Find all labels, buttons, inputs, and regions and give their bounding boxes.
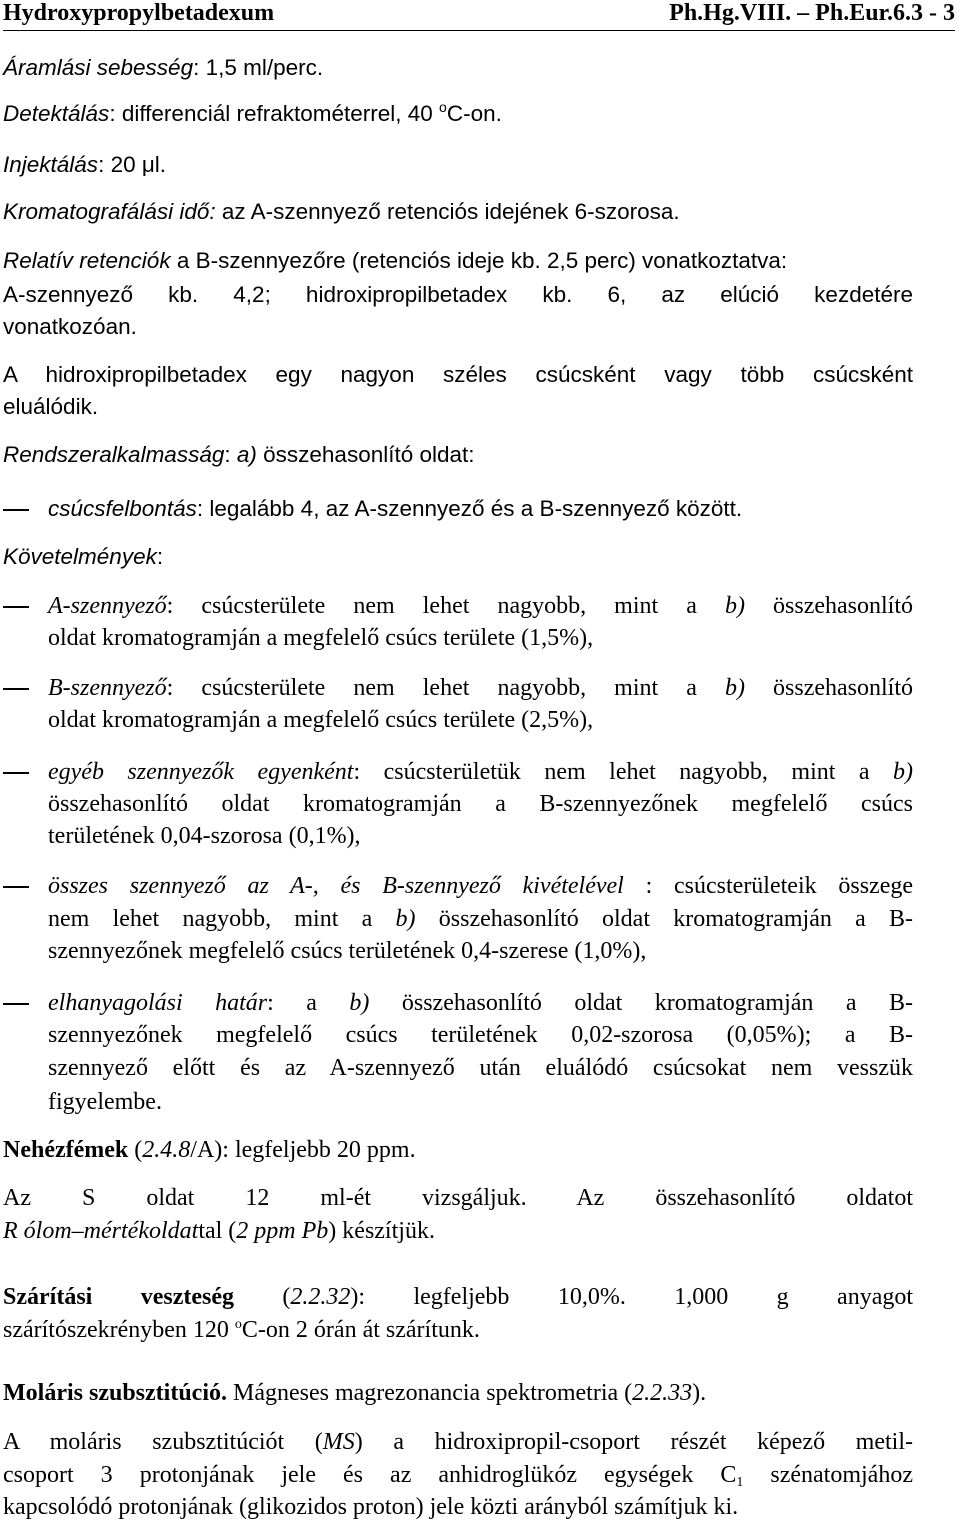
heavy-metals-text-end: ) készítjük. xyxy=(328,1218,435,1244)
disregard-limit-line-3: szennyező előtt és az A-szennyező után eluálódó csúcsokat nem vesszük xyxy=(48,1055,913,1081)
requirements-heading xyxy=(3,541,163,573)
heavy-metals-title: Nehézfémek xyxy=(3,1137,129,1163)
loss-on-drying-line-2 xyxy=(3,1314,480,1346)
molar-substitution-text: A moláris szubsztitúciót ( xyxy=(3,1429,323,1455)
detection-line xyxy=(3,98,502,130)
flow-rate-label: Áramlási sebesség xyxy=(3,55,194,80)
impurity-b-text-end: összehasonlító xyxy=(744,675,913,701)
run-time-line xyxy=(3,196,680,228)
solution-ref-b: b) xyxy=(395,906,416,932)
solution-ref-a: a) xyxy=(236,442,257,467)
molar-substitution-method: Mágneses magrezonancia spektrometria ( xyxy=(226,1380,633,1406)
impurity-b-label: B-szennyező xyxy=(48,675,167,701)
detection-label: Detektálás xyxy=(3,101,110,126)
other-impurities-label: egyéb szennyezők egyenként xyxy=(48,759,354,785)
relative-retention-line-1 xyxy=(3,245,787,277)
loss-on-drying-text-3: C-on 2 órán át szárítunk. xyxy=(241,1317,480,1343)
dash-bullet xyxy=(3,1003,29,1005)
impurity-b-line-2: oldat kromatogramján a megfelelő csúcs területe (2,5%), xyxy=(48,707,594,733)
detection-unit: C-on. xyxy=(446,101,502,126)
system-suitability-sep: : xyxy=(224,442,237,467)
heavy-metals-line-1 xyxy=(3,1134,416,1166)
solution-ref-b: b) xyxy=(893,759,913,785)
injection-value: : 20 μl. xyxy=(98,152,167,177)
heavy-metals-limit: /A): legfeljebb 20 ppm. xyxy=(190,1137,416,1163)
molar-substitution-text-2: ) a hidroxipropil-csoport részét képező metil- xyxy=(354,1429,913,1455)
ms-abbreviation: MS xyxy=(322,1429,355,1455)
elution-note-line-1: A hidroxipropilbetadex egy nagyon széles csúcsként vagy több csúcsként xyxy=(3,362,913,387)
dash-bullet xyxy=(3,606,29,608)
running-header xyxy=(3,0,955,31)
molar-substitution-line-1 xyxy=(3,1377,706,1409)
requirements-colon: : xyxy=(156,544,164,569)
lead-concentration: 2 ppm Pb xyxy=(236,1218,329,1244)
resolution-item xyxy=(48,493,742,525)
other-impurities-line-2: összehasonlító oldat kromatogramján a B-szennyezőnek megfelelő csúcs xyxy=(48,791,913,817)
total-impurities-line-3: szennyezőnek megfelelő csúcs területének 0,4-szerese (1,0%), xyxy=(48,938,647,964)
degree-superscript: o xyxy=(234,1317,242,1332)
heavy-metals-text: tal ( xyxy=(198,1218,237,1244)
relative-retention-line-2: A-szennyező kb. 4,2; hidroxipropilbetadex kb. 6, az elúció kezdetére xyxy=(3,282,913,307)
total-impurities-label: összes szennyező az A-, és B-szennyező kivételével xyxy=(48,873,624,899)
dash-bullet xyxy=(3,772,29,774)
impurity-a-line-2: oldat kromatogramján a megfelelő csúcs területe (1,5%), xyxy=(48,625,594,651)
dash-bullet xyxy=(3,886,29,888)
heavy-metals-ref-open: ( xyxy=(128,1137,143,1163)
flow-rate-line xyxy=(3,52,323,84)
total-impurities-text-3: összehasonlító oldat kromatogramján a B- xyxy=(415,906,913,932)
run-time-value: az A-szennyező retenciós idejének 6-szorosa. xyxy=(215,199,680,224)
resolution-label: csúcsfelbontás xyxy=(48,496,197,521)
molar-substitution-line-2 xyxy=(3,1426,913,1458)
nmr-method-ref: 2.2.33 xyxy=(632,1380,693,1406)
relative-retention-line-3: vonatkozóan. xyxy=(3,314,137,339)
disregard-limit-line-1 xyxy=(48,987,913,1019)
loss-on-drying-text-2: szárítószekrényben 120 xyxy=(3,1317,235,1343)
molar-substitution-line-4: kapcsolódó protonjának (glikozidos proton) jele közti arányból számítjuk ki. xyxy=(3,1494,739,1520)
monograph-title: Hydroxypropylbetadexum xyxy=(3,0,275,26)
heavy-metals-line-3 xyxy=(3,1215,435,1247)
run-time-label: Kromatografálási idő: xyxy=(3,199,216,224)
loss-on-drying-line-1 xyxy=(3,1281,913,1313)
system-suitability-label: Rendszeralkalmasság xyxy=(3,442,225,467)
impurity-b-line-1 xyxy=(48,672,913,704)
heavy-metals-method-ref: 2.4.8 xyxy=(142,1137,191,1163)
solution-ref-b: b) xyxy=(724,675,745,701)
loss-on-drying-text: ): legfeljebb 10,0%. 1,000 g anyagot xyxy=(350,1284,914,1310)
molar-substitution-title: Moláris szubsztitúció. xyxy=(3,1380,227,1406)
injection-line xyxy=(3,149,166,181)
total-impurities-text: : csúcsterületeik összege xyxy=(623,873,913,899)
loss-on-drying-ref-open: ( xyxy=(234,1284,291,1310)
relative-retention-label: Relatív retenciók xyxy=(3,248,171,273)
total-impurities-text-2: nem lehet nagyobb, mint a xyxy=(48,906,396,932)
elution-note-line-2: eluálódik. xyxy=(3,394,99,419)
other-impurities-line-3: területének 0,04-szorosa (0,1%), xyxy=(48,823,361,849)
injection-label: Injektálás xyxy=(3,152,99,177)
system-suitability-text: összehasonlító oldat: xyxy=(256,442,475,467)
impurity-a-text: : csúcsterülete nem lehet nagyobb, mint a xyxy=(166,593,725,619)
impurity-a-label: A-szennyező xyxy=(48,593,167,619)
disregard-limit-line-4: figyelembe. xyxy=(48,1089,162,1115)
loss-on-drying-method-ref: 2.2.32 xyxy=(290,1284,351,1310)
requirements-label: Követelmények xyxy=(3,544,157,569)
other-impurities-line-1 xyxy=(48,756,913,788)
loss-on-drying-title: Szárítási veszteség xyxy=(3,1284,235,1310)
solution-ref-b: b) xyxy=(349,990,370,1016)
pharmacopoeia-reference: Ph.Hg.VIII. – Ph.Eur.6.3 - 3 xyxy=(669,0,955,26)
impurity-a-text-end: összehasonlító xyxy=(744,593,913,619)
carbon-subscript: 1 xyxy=(736,1475,744,1490)
disregard-limit-line-2: szennyezőnek megfelelő csúcs területének 0,02-szorosa (0,05%); a B- xyxy=(48,1022,913,1048)
disregard-limit-label: elhanyagolási határ xyxy=(48,990,268,1016)
dash-bullet xyxy=(3,688,29,690)
other-impurities-text: : csúcsterületük nem lehet nagyobb, mint a xyxy=(353,759,893,785)
dash-bullet xyxy=(3,509,29,511)
impurity-a-line-1 xyxy=(48,590,913,622)
total-impurities-line-1 xyxy=(48,870,913,902)
lead-standard-reagent: R ólom xyxy=(3,1218,72,1244)
flow-rate-value: : 1,5 ml/perc. xyxy=(193,55,324,80)
disregard-limit-text: : a xyxy=(267,990,350,1016)
heavy-metals-line-2: Az S oldat 12 ml-ét vizsgáljuk. Az összehasonlító oldatot xyxy=(3,1185,913,1211)
total-impurities-line-2 xyxy=(48,903,913,935)
disregard-limit-text-2: összehasonlító oldat kromatogramján a B- xyxy=(369,990,914,1016)
resolution-text: : legalább 4, az A-szennyező és a B-szennyező között. xyxy=(196,496,743,521)
reagent-dash: – xyxy=(71,1218,84,1244)
system-suitability-line xyxy=(3,439,475,471)
relative-retention-text: a B-szennyezőre (retenciós ideje kb. 2,5 perc) vonatkoztatva: xyxy=(170,248,788,273)
impurity-b-text: : csúcsterülete nem lehet nagyobb, mint a xyxy=(166,675,725,701)
lead-standard-reagent-2: mértékoldat xyxy=(83,1218,199,1244)
detection-value: : differenciál refraktométerrel, 40 xyxy=(109,101,440,126)
solution-ref-b: b) xyxy=(724,593,745,619)
molar-substitution-text-4: szénatomjához xyxy=(743,1462,913,1488)
molar-substitution-ref-close: ). xyxy=(692,1380,707,1406)
degree-superscript: o xyxy=(439,99,447,115)
molar-substitution-line-3 xyxy=(3,1459,913,1491)
molar-substitution-text-3: csoport 3 protonjának jele és az anhidroglükóz egységek C xyxy=(3,1462,737,1488)
